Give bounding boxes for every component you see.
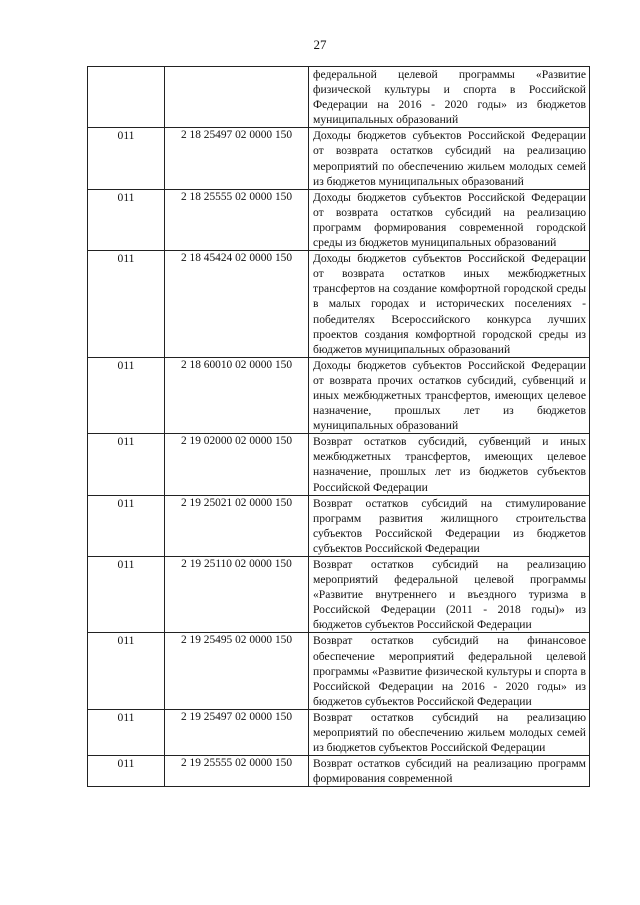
budget-code-cell <box>165 67 309 128</box>
budget-code-cell: 2 19 25555 02 0000 150 <box>165 756 309 787</box>
revenue-name-cell: Доходы бюджетов субъектов Российской Федерации от возврата остатков субсидий на реализацию программ формирования современной городской среды из бюджетов муниципальных образований <box>309 189 590 250</box>
admin-code-cell: 011 <box>88 633 165 709</box>
budget-code-cell: 2 19 25021 02 0000 150 <box>165 495 309 556</box>
budget-code-cell: 2 18 25555 02 0000 150 <box>165 189 309 250</box>
budget-code-cell: 2 18 60010 02 0000 150 <box>165 357 309 433</box>
budget-code-cell: 2 19 02000 02 0000 150 <box>165 434 309 495</box>
admin-code-cell: 011 <box>88 434 165 495</box>
table-row <box>88 557 590 633</box>
budget-code-cell: 2 18 45424 02 0000 150 <box>165 251 309 358</box>
admin-code-cell: 011 <box>88 357 165 433</box>
revenue-name-cell: федеральной целевой программы «Развитие физической культуры и спорта в Российской Федерации на 2016 - 2020 годы» из бюджетов муниципальных образований <box>309 67 590 128</box>
table-row <box>88 128 590 189</box>
admin-code-cell <box>88 67 165 128</box>
admin-code-cell: 011 <box>88 495 165 556</box>
table-row <box>88 67 590 128</box>
revenue-name-cell: Возврат остатков субсидий на реализацию программ формирования современной <box>309 756 590 787</box>
admin-code-cell: 011 <box>88 251 165 358</box>
table-row <box>88 189 590 250</box>
table-row <box>88 756 590 787</box>
budget-code-cell: 2 19 25495 02 0000 150 <box>165 633 309 709</box>
budget-code-cell: 2 19 25497 02 0000 150 <box>165 709 309 755</box>
table-row <box>88 357 590 433</box>
table-row <box>88 495 590 556</box>
revenue-name-cell: Доходы бюджетов субъектов Российской Федерации от возврата остатков субсидий на реализацию мероприятий по обеспечению жильем молодых семей из бюджетов муниципальных образований <box>309 128 590 189</box>
admin-code-cell: 011 <box>88 128 165 189</box>
page-number: 27 <box>313 37 327 52</box>
admin-code-cell: 011 <box>88 189 165 250</box>
table-row <box>88 251 590 358</box>
revenue-name-cell: Доходы бюджетов субъектов Российской Федерации от возврата остатков иных межбюджетных трансфертов на создание комфортной городской среды в малых городах и исторических поселениях - победителях Всероссийского конкурса лучших проектов создания комфортной городской среды из бюджетов муниципальных образований <box>309 251 590 358</box>
revenue-name-cell: Возврат остатков субсидий на стимулирование программ развития жилищного строительства субъектов Российской Федерации из бюджетов субъектов Российской Федерации <box>309 495 590 556</box>
table-row <box>88 434 590 495</box>
admin-code-cell: 011 <box>88 709 165 755</box>
revenue-name-cell: Возврат остатков субсидий на реализацию мероприятий федеральной целевой программы «Развитие внутреннего и въездного туризма в Российской Федерации (2011 - 2018 годы)» из бюджетов субъектов Российской Федерации <box>309 557 590 633</box>
revenue-name-cell: Возврат остатков субсидий на финансовое обеспечение мероприятий федеральной целевой программы «Развитие физической культуры и спорта в Российской Федерации на 2016 - 2020 годы» из бюджетов субъектов Российской Федерации <box>309 633 590 709</box>
table-row <box>88 709 590 755</box>
admin-code-cell: 011 <box>88 756 165 787</box>
budget-code-cell: 2 19 25110 02 0000 150 <box>165 557 309 633</box>
table-row <box>88 633 590 709</box>
revenue-name-cell: Возврат остатков субсидий на реализацию мероприятий по обеспечению жильем молодых семей из бюджетов субъектов Российской Федерации <box>309 709 590 755</box>
revenue-name-cell: Возврат остатков субсидий, субвенций и иных межбюджетных трансфертов, имеющих целевое назначение, прошлых лет из бюджетов субъектов Российской Федерации <box>309 434 590 495</box>
admin-code-cell: 011 <box>88 557 165 633</box>
budget-codes-table <box>87 66 590 787</box>
budget-code-cell: 2 18 25497 02 0000 150 <box>165 128 309 189</box>
revenue-name-cell: Доходы бюджетов субъектов Российской Федерации от возврата прочих остатков субсидий, субвенций и иных межбюджетных трансфертов, имеющих целевое назначение, прошлых лет из бюджетов муниципальных образований <box>309 357 590 433</box>
